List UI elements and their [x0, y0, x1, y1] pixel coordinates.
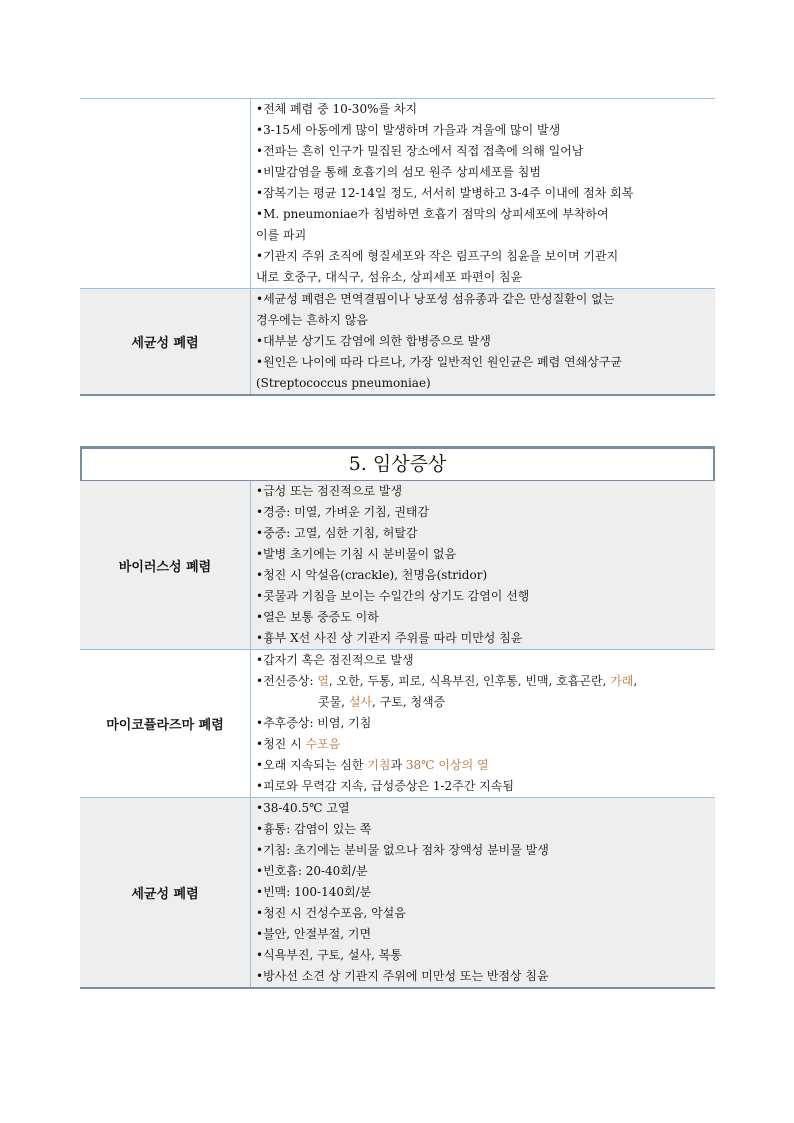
list-item: •빈맥: 100-140회/분: [256, 885, 372, 899]
list-item: •잠복기는 평균 12-14일 정도, 서서히 발병하고 3-4주 이내에 점차 회복: [256, 186, 634, 200]
text: 콧물,: [318, 695, 349, 709]
table-row: [80, 289, 715, 396]
row-content: [251, 99, 716, 289]
list-item: •발병 초기에는 기침 시 분비물이 없음: [256, 547, 457, 561]
list-item: •흉통: 감염이 있는 쪽: [256, 822, 372, 836]
list-item: •불안, 안절부절, 기면: [256, 927, 372, 941]
row-content: [251, 289, 716, 396]
table-row: [80, 481, 715, 650]
list-item: •원인은 나이에 따라 다르나, 가장 일반적인 원인균은 폐렴 연쇄상구균: [256, 355, 622, 369]
list-item: •기관지 주위 조직에 형질세포와 작은 림프구의 침윤을 보이며 기관지: [256, 249, 619, 263]
highlight-text: 기침: [367, 758, 391, 772]
highlight-text: 수포음: [305, 737, 341, 751]
text: , 구토, 청색증: [372, 695, 446, 709]
text: •청진 시: [256, 737, 306, 751]
row-content: [251, 798, 716, 989]
list-item: [256, 734, 711, 755]
list-item: (Streptococcus pneumoniae): [256, 376, 431, 390]
table-row: [80, 650, 715, 798]
highlight-text: 38℃ 이상의 열: [405, 758, 489, 772]
list-item: •청진 시 건성수포음, 악설음: [256, 906, 406, 920]
list-item: •흉부 X선 사진 상 기관지 주위를 따라 미만성 침윤: [256, 631, 523, 645]
list-item: •전파는 흔히 인구가 밀집된 장소에서 직접 접촉에 의해 일어남: [256, 144, 584, 158]
text: •오래 지속되는 심한: [256, 758, 368, 772]
highlight-text: 설사: [348, 695, 373, 709]
list-item: •급성 또는 점진적으로 발생: [256, 484, 403, 498]
list-item: •세균성 폐렴은 면역결핍이나 낭포성 섬유종과 같은 만성질환이 없는: [256, 292, 615, 306]
list-item: •경증: 미열, 가벼운 기침, 권태감: [256, 505, 430, 519]
row-content: [251, 481, 716, 650]
list-item: •열은 보통 중증도 이하: [256, 610, 379, 624]
list-item: •M. pneumoniae가 침범하면 호흡기 점막의 상피세포에 부착하여: [256, 207, 609, 221]
text: •전신증상:: [256, 674, 318, 688]
list-item: •갑자기 혹은 점진적으로 발생: [256, 653, 414, 667]
row-label: 마이코플라즈마 폐렴: [80, 650, 251, 798]
row-label: 바이러스성 폐렴: [80, 481, 251, 650]
text: 과: [390, 758, 406, 772]
list-item: 경우에는 흔하지 않음: [256, 313, 368, 327]
list-item: [256, 692, 711, 713]
row-label: 세균성 폐렴: [80, 289, 251, 396]
list-item: [256, 671, 711, 692]
row-label: [80, 99, 251, 289]
section-title: 5. 임상증상: [80, 446, 715, 482]
list-item: 이를 파괴: [256, 228, 307, 242]
list-item: •전체 폐렴 중 10-30%를 차지: [256, 102, 418, 116]
list-item: •38-40.5℃ 고열: [256, 801, 350, 815]
list-item: [256, 755, 711, 776]
list-item: •3-15세 아동에게 많이 발생하며 가을과 겨울에 많이 발생: [256, 123, 561, 137]
row-content: [251, 650, 716, 798]
list-item: •방사선 소견 상 기관지 주위에 미만성 또는 반점상 침윤: [256, 969, 549, 983]
list-item: •중증: 고열, 심한 기침, 허탈감: [256, 526, 418, 540]
row-label: 세균성 폐렴: [80, 798, 251, 989]
table-row: [80, 99, 715, 289]
list-item: •대부분 상기도 감염에 의한 합병증으로 발생: [256, 334, 491, 348]
list-item: 내로 호중구, 대식구, 섬유소, 상피세포 파편이 침윤: [256, 270, 523, 284]
text: ,: [633, 674, 638, 688]
list-item: •식욕부진, 구토, 설사, 복통: [256, 948, 402, 962]
text: , 오한, 두통, 피로, 식욕부진, 인후통, 빈맥, 호흡곤란,: [328, 674, 611, 688]
list-item: •기침: 초기에는 분비물 없으나 점차 장액성 분비물 발생: [256, 843, 549, 857]
list-item: •콧물과 기침을 보이는 수일간의 상기도 감염이 선행: [256, 589, 530, 603]
highlight-text: 가래: [610, 674, 634, 688]
highlight-text: 열: [317, 674, 329, 688]
list-item: •빈호흡: 20-40회/분: [256, 864, 368, 878]
list-item: •청진 시 악설음(crackle), 천명음(stridor): [256, 568, 488, 582]
clinical-symptoms-table: [80, 481, 715, 989]
list-item: •피로와 무력감 지속, 급성증상은 1-2주간 지속됨: [256, 779, 514, 793]
list-item: •비말감염을 통해 호흡기의 섬모 원주 상피세포를 침범: [256, 165, 541, 179]
pneumonia-cause-table: [80, 98, 715, 396]
table-row: [80, 798, 715, 989]
list-item: •추후증상: 비염, 기침: [256, 716, 372, 730]
